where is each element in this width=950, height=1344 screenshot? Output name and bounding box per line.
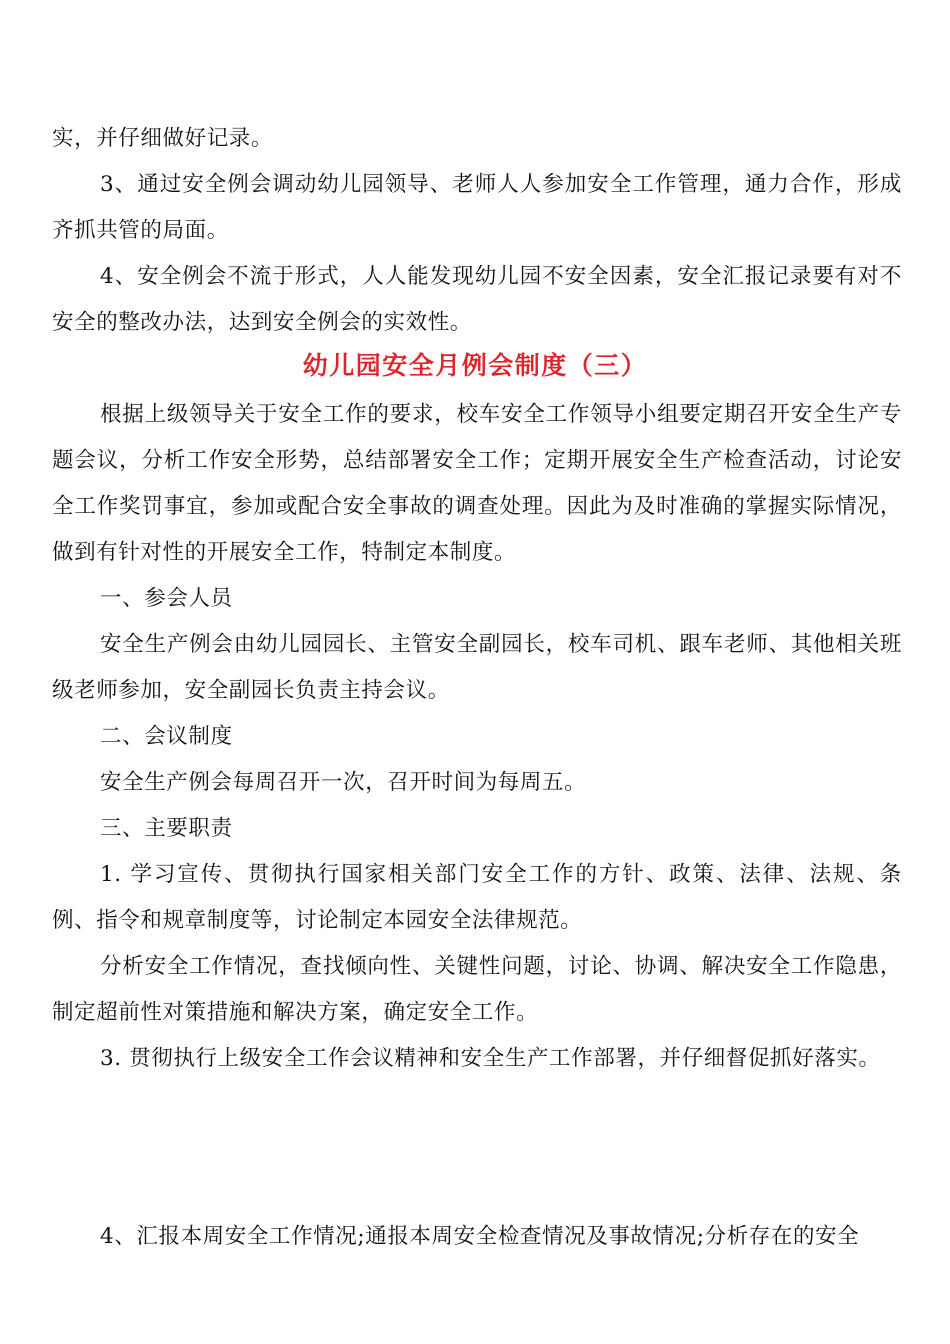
heading-responsibilities: 三、主要职责 xyxy=(100,816,233,841)
responsibility-item-4: 4、汇报本周安全工作情况;通报本周安全检查情况及事故情况;分析存在的安全 xyxy=(100,1224,860,1249)
paragraph-attendees: 安全生产例会由幼儿园园长、主管安全副园长，校车司机、跟车老师、其他相关班级老师参加，安全副园长负责主持会议。 xyxy=(52,632,902,703)
section-title: 幼儿园安全月例会制度（三） xyxy=(302,351,648,380)
paragraph-item-3: 3、通过安全例会调动幼儿园领导、老师人人参加安全工作管理，通力合作，形成齐抓共管的局面。 xyxy=(52,172,902,243)
paragraph-item-4: 4、安全例会不流于形式，人人能发现幼儿园不安全因素，安全汇报记录要有对不安全的整改办法，达到安全例会的实效性。 xyxy=(52,264,902,335)
paragraph-meeting-system: 安全生产例会每周召开一次，召开时间为每周五。 xyxy=(100,770,587,795)
responsibility-item-1: 1. 学习宣传、贯彻执行国家相关部门安全工作的方针、政策、法律、法规、条例、指令和规章制度等，讨论制定本园安全法律规范。 xyxy=(52,862,902,933)
responsibility-item-2: 分析安全工作情况，查找倾向性、关键性问题，讨论、协调、解决安全工作隐患，制定超前性对策措施和解决方案，确定安全工作。 xyxy=(52,954,902,1025)
heading-meeting-system: 二、会议制度 xyxy=(100,724,233,749)
responsibility-item-3: 3. 贯彻执行上级安全工作会议精神和安全生产工作部署，并仔细督促抓好落实。 xyxy=(100,1046,881,1071)
intro-paragraph: 根据上级领导关于安全工作的要求，校车安全工作领导小组要定期召开安全生产专题会议，分析工作安全形势，总结部署安全工作；定期开展安全生产检查活动，讨论安全工作奖罚事宜，参加或配合安全事故的调查处理。因此为及时准确的掌握实际情况，做到有针对性的开展安全工作，特制定本制度。 xyxy=(52,402,902,565)
paragraph-continuation: 实，并仔细做好记录。 xyxy=(52,126,274,151)
heading-attendees: 一、参会人员 xyxy=(100,586,233,611)
